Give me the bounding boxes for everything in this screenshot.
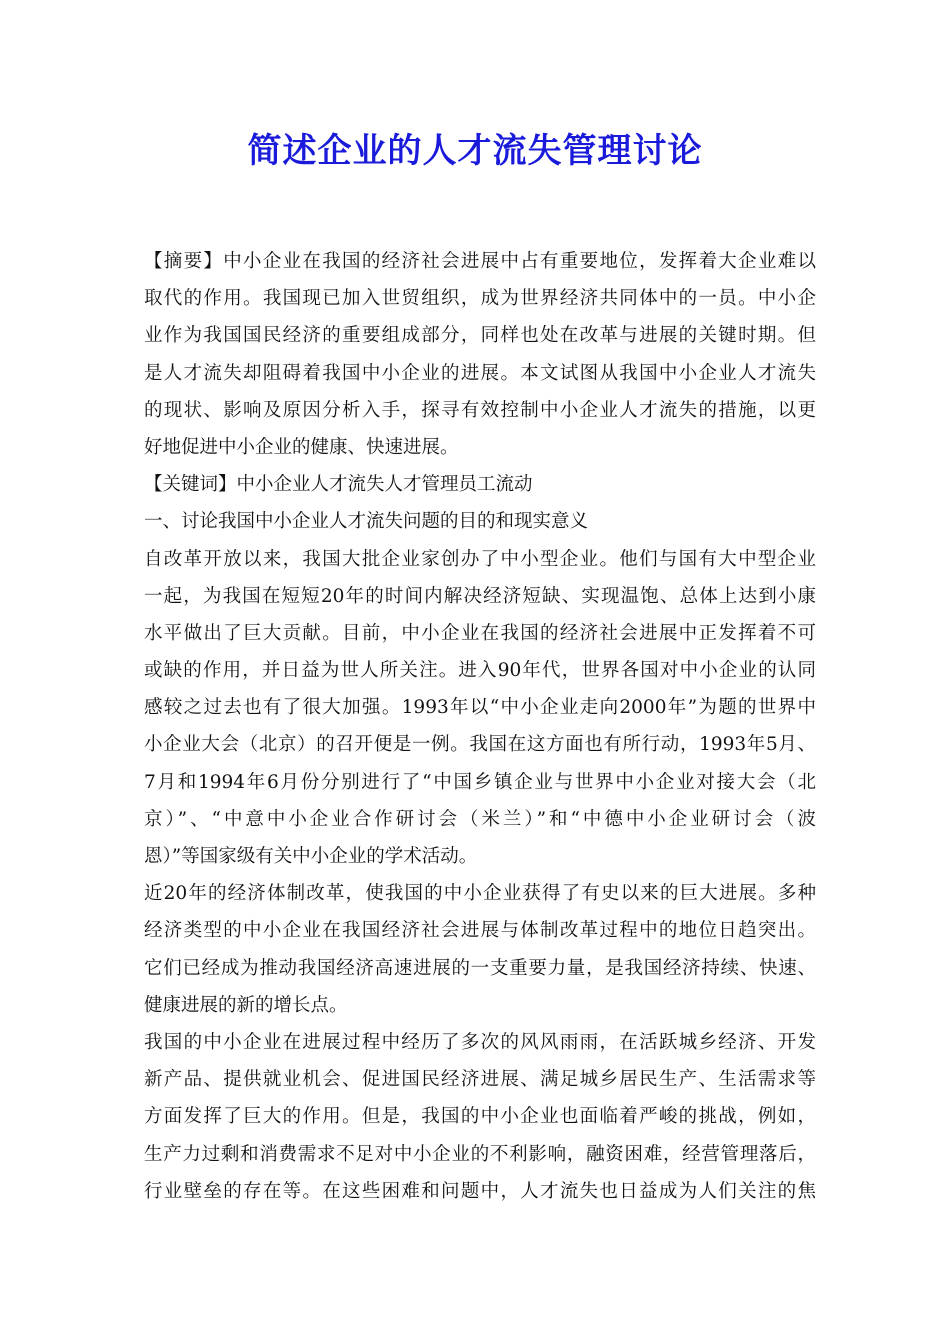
body-line: 业作为我国国民经济的重要组成部分，同样也处在改革与进展的关键时期。但: [144, 325, 816, 347]
document-title: 简述企业的人才流失管理讨论: [247, 131, 703, 171]
body-line: 的现状、影响及原因分析入手，探寻有效控制中小企业人才流失的措施，以更: [144, 399, 816, 421]
body-line: 小企业大会（北京）的召开便是一例。我国在这方面也有所行动，1993年5月、: [144, 734, 816, 756]
body-line: 恩）”等国家级有关中小企业的学术活动。: [144, 846, 478, 867]
keywords-line: 【关键词】中小企业人才流失人才管理员工流动: [144, 474, 533, 496]
body-line: 健康进展的新的增长点。: [144, 994, 348, 1016]
body-line: 7月和1994年6月份分别进行了“中国乡镇企业与世界中小企业对接大会（北: [144, 771, 816, 793]
body-line: 是人才流失却阻碍着我国中小企业的进展。本文试图从我国中小企业人才流失: [144, 362, 816, 384]
body-line: 或缺的作用，并日益为世人所关注。进入90年代，世界各国对中小企业的认同: [144, 660, 816, 682]
body-line: 我国的中小企业在进展过程中经历了多次的风风雨雨，在活跃城乡经济、开发: [144, 1031, 816, 1053]
body-line: 新产品、提供就业机会、促进国民经济进展、满足城乡居民生产、生活需求等: [144, 1069, 816, 1091]
body-line: 感较之过去也有了很大加强。1993年以“中小企业走向2000年”为题的世界中: [144, 697, 816, 719]
body-line: 方面发挥了巨大的作用。但是，我国的中小企业也面临着严峻的挑战，例如，: [144, 1106, 816, 1128]
body-line: 近20年的经济体制改革，使我国的中小企业获得了有史以来的巨大进展。多种: [144, 883, 816, 905]
body-line: 取代的作用。我国现已加入世贸组织，成为世界经济共同体中的一员。中小企: [144, 288, 816, 310]
body-line: 行业壁垒的存在等。在这些困难和问题中，人才流失也日益成为人们关注的焦: [144, 1180, 816, 1202]
section-heading: 一、讨论我国中小企业人才流失问题的目的和现实意义: [144, 511, 589, 533]
body-line: 一起，为我国在短短20年的时间内解决经济短缺、实现温饱、总体上达到小康: [144, 585, 816, 607]
body-line: 京）”、“中意中小企业合作研讨会（米兰）”和“中德中小企业研讨会（波: [144, 808, 816, 830]
body-line: 【摘要】中小企业在我国的经济社会进展中占有重要地位，发挥着大企业难以: [144, 251, 816, 272]
body-line: 经济类型的中小企业在我国经济社会进展与体制改革过程中的地位日趋突出。: [144, 920, 816, 942]
body-line: 水平做出了巨大贡献。目前，中小企业在我国的经济社会进展中正发挥着不可: [144, 622, 816, 644]
body-line: 好地促进中小企业的健康、快速进展。: [144, 436, 459, 458]
body-line: 生产力过剩和消费需求不足对中小企业的不利影响，融资困难，经营管理落后，: [144, 1143, 816, 1165]
body-line: 自改革开放以来，我国大批企业家创办了中小型企业。他们与国有大中型企业: [144, 548, 816, 570]
body-line: 它们已经成为推动我国经济高速进展的一支重要力量，是我国经济持续、快速、: [144, 957, 816, 979]
document-body: [144, 243, 816, 1210]
